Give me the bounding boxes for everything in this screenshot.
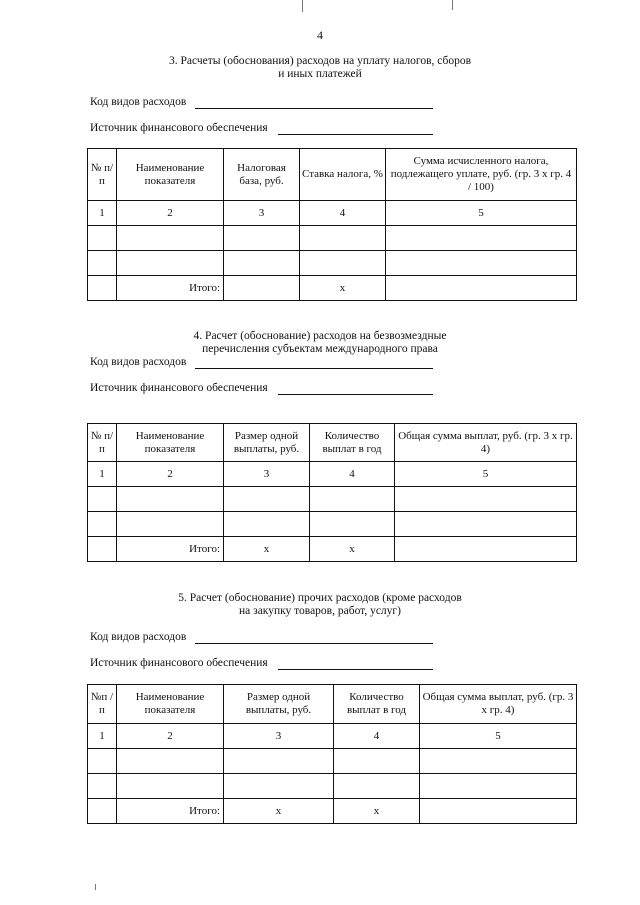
table-cell[interactable] <box>300 226 386 251</box>
table-cell[interactable] <box>420 749 577 774</box>
header-cell: Размер одной выплаты, руб. <box>224 685 334 724</box>
table-row <box>88 226 577 251</box>
total-cell: x <box>224 537 310 562</box>
table-cell[interactable] <box>117 512 224 537</box>
total-cell <box>88 537 117 562</box>
table-cell[interactable] <box>117 226 224 251</box>
page-number: 4 <box>317 28 323 42</box>
table-cell[interactable] <box>224 251 300 276</box>
table-number-row <box>88 462 577 487</box>
code-label: Код видов расходов <box>90 631 187 643</box>
table-total-row <box>88 276 577 301</box>
total-cell[interactable] <box>386 276 577 301</box>
table-cell[interactable] <box>88 774 117 799</box>
section-5-title <box>0 592 640 618</box>
section-3-title <box>0 55 640 81</box>
header-cell: Общая сумма выплат, руб. (гр. 3 х гр. 4) <box>420 685 577 724</box>
number-cell: 2 <box>117 724 224 749</box>
number-cell: 4 <box>334 724 420 749</box>
section-3-title-line-2: и иных платежей <box>278 68 362 80</box>
table-cell[interactable] <box>395 487 577 512</box>
header-cell: Сумма исчисленного налога, подлежащего уплате, руб. (гр. 3 х гр. 4 / 100) <box>386 149 577 201</box>
total-cell[interactable] <box>224 276 300 301</box>
total-cell: x <box>300 276 386 301</box>
table-row <box>88 487 577 512</box>
code-label: Код видов расходов <box>90 356 187 368</box>
header-cell: №п /п <box>88 685 117 724</box>
number-cell: 5 <box>386 201 577 226</box>
table-cell[interactable] <box>300 251 386 276</box>
table-cell[interactable] <box>88 226 117 251</box>
scan-mark-bottom <box>95 884 96 890</box>
table-cell[interactable] <box>117 749 224 774</box>
section-4-source-field <box>90 382 268 394</box>
table-cell[interactable] <box>117 251 224 276</box>
table-cell[interactable] <box>395 512 577 537</box>
number-cell: 1 <box>88 201 117 226</box>
total-cell <box>88 276 117 301</box>
table-cell[interactable] <box>117 774 224 799</box>
header-cell: Налоговая база, руб. <box>224 149 300 201</box>
table-cell[interactable] <box>117 487 224 512</box>
table-cell[interactable] <box>88 512 117 537</box>
table-cell[interactable] <box>224 487 310 512</box>
scan-mark-top <box>302 0 303 12</box>
section-5-title-line-2: на закупку товаров, работ, услуг) <box>239 605 401 617</box>
table-cell[interactable] <box>386 226 577 251</box>
section-4-table <box>87 423 577 562</box>
table-header-row <box>88 149 577 201</box>
total-label: Итого: <box>117 537 224 562</box>
table-row <box>88 774 577 799</box>
section-5-title-line-1: 5. Расчет (обоснование) прочих расходов (кроме расходов <box>178 592 462 604</box>
code-input-line[interactable] <box>195 368 433 369</box>
section-5-code-field <box>90 631 186 643</box>
header-cell: Количество выплат в год <box>310 424 395 462</box>
table-cell[interactable] <box>386 251 577 276</box>
header-cell: Наименование показателя <box>117 424 224 462</box>
total-cell: x <box>310 537 395 562</box>
total-cell[interactable] <box>395 537 577 562</box>
table-cell[interactable] <box>88 487 117 512</box>
table-cell[interactable] <box>224 226 300 251</box>
section-4-title-line-1: 4. Расчет (обоснование) расходов на безвозмездные <box>193 330 447 342</box>
table-cell[interactable] <box>88 251 117 276</box>
table-cell[interactable] <box>224 774 334 799</box>
section-4-title-line-2: перечисления субъектам международного права <box>202 343 438 355</box>
section-3-source-field <box>90 122 268 134</box>
table-number-row <box>88 724 577 749</box>
code-label: Код видов расходов <box>90 96 187 108</box>
table-header-row <box>88 685 577 724</box>
number-cell: 2 <box>117 201 224 226</box>
number-cell: 2 <box>117 462 224 487</box>
section-4-title <box>0 330 640 356</box>
table-cell[interactable] <box>310 487 395 512</box>
number-cell: 5 <box>420 724 577 749</box>
code-input-line[interactable] <box>195 108 433 109</box>
code-input-line[interactable] <box>195 643 433 644</box>
total-label: Итого: <box>117 276 224 301</box>
header-cell: № п/п <box>88 424 117 462</box>
total-cell: x <box>334 799 420 824</box>
table-cell[interactable] <box>334 749 420 774</box>
section-5-source-field <box>90 657 268 669</box>
table-cell[interactable] <box>310 512 395 537</box>
header-cell: № п/п <box>88 149 117 201</box>
source-input-line[interactable] <box>278 669 433 670</box>
table-cell[interactable] <box>224 749 334 774</box>
source-label: Источник финансового обеспечения <box>90 657 268 669</box>
source-input-line[interactable] <box>278 394 433 395</box>
number-cell: 4 <box>310 462 395 487</box>
header-cell: Размер одной выплаты, руб. <box>224 424 310 462</box>
number-cell: 5 <box>395 462 577 487</box>
table-header-row <box>88 424 577 462</box>
header-cell: Наименование показателя <box>117 685 224 724</box>
number-cell: 1 <box>88 724 117 749</box>
header-cell: Общая сумма выплат, руб. (гр. 3 х гр. 4) <box>395 424 577 462</box>
table-cell[interactable] <box>420 774 577 799</box>
source-input-line[interactable] <box>278 134 433 135</box>
table-row <box>88 749 577 774</box>
header-cell: Количество выплат в год <box>334 685 420 724</box>
number-cell: 1 <box>88 462 117 487</box>
header-cell: Наименование показателя <box>117 149 224 201</box>
header-cell: Ставка налога, % <box>300 149 386 201</box>
table-total-row <box>88 799 577 824</box>
section-3-title-line-1: 3. Расчеты (обоснования) расходов на уплату налогов, сборов <box>168 55 472 67</box>
source-label: Источник финансового обеспечения <box>90 122 268 134</box>
number-cell: 3 <box>224 724 334 749</box>
table-number-row <box>88 201 577 226</box>
table-cell[interactable] <box>224 512 310 537</box>
section-4-code-field <box>90 356 186 368</box>
total-cell <box>88 799 117 824</box>
number-cell: 3 <box>224 201 300 226</box>
number-cell: 3 <box>224 462 310 487</box>
table-cell[interactable] <box>334 774 420 799</box>
table-total-row <box>88 537 577 562</box>
table-row <box>88 251 577 276</box>
scan-mark-top-right <box>452 0 453 10</box>
table-cell[interactable] <box>88 749 117 774</box>
total-cell[interactable] <box>420 799 577 824</box>
number-cell: 4 <box>300 201 386 226</box>
section-3-code-field <box>90 96 186 108</box>
source-label: Источник финансового обеспечения <box>90 382 268 394</box>
table-row <box>88 512 577 537</box>
section-5-table <box>87 684 577 824</box>
section-3-table <box>87 148 577 301</box>
total-cell: x <box>224 799 334 824</box>
total-label: Итого: <box>117 799 224 824</box>
